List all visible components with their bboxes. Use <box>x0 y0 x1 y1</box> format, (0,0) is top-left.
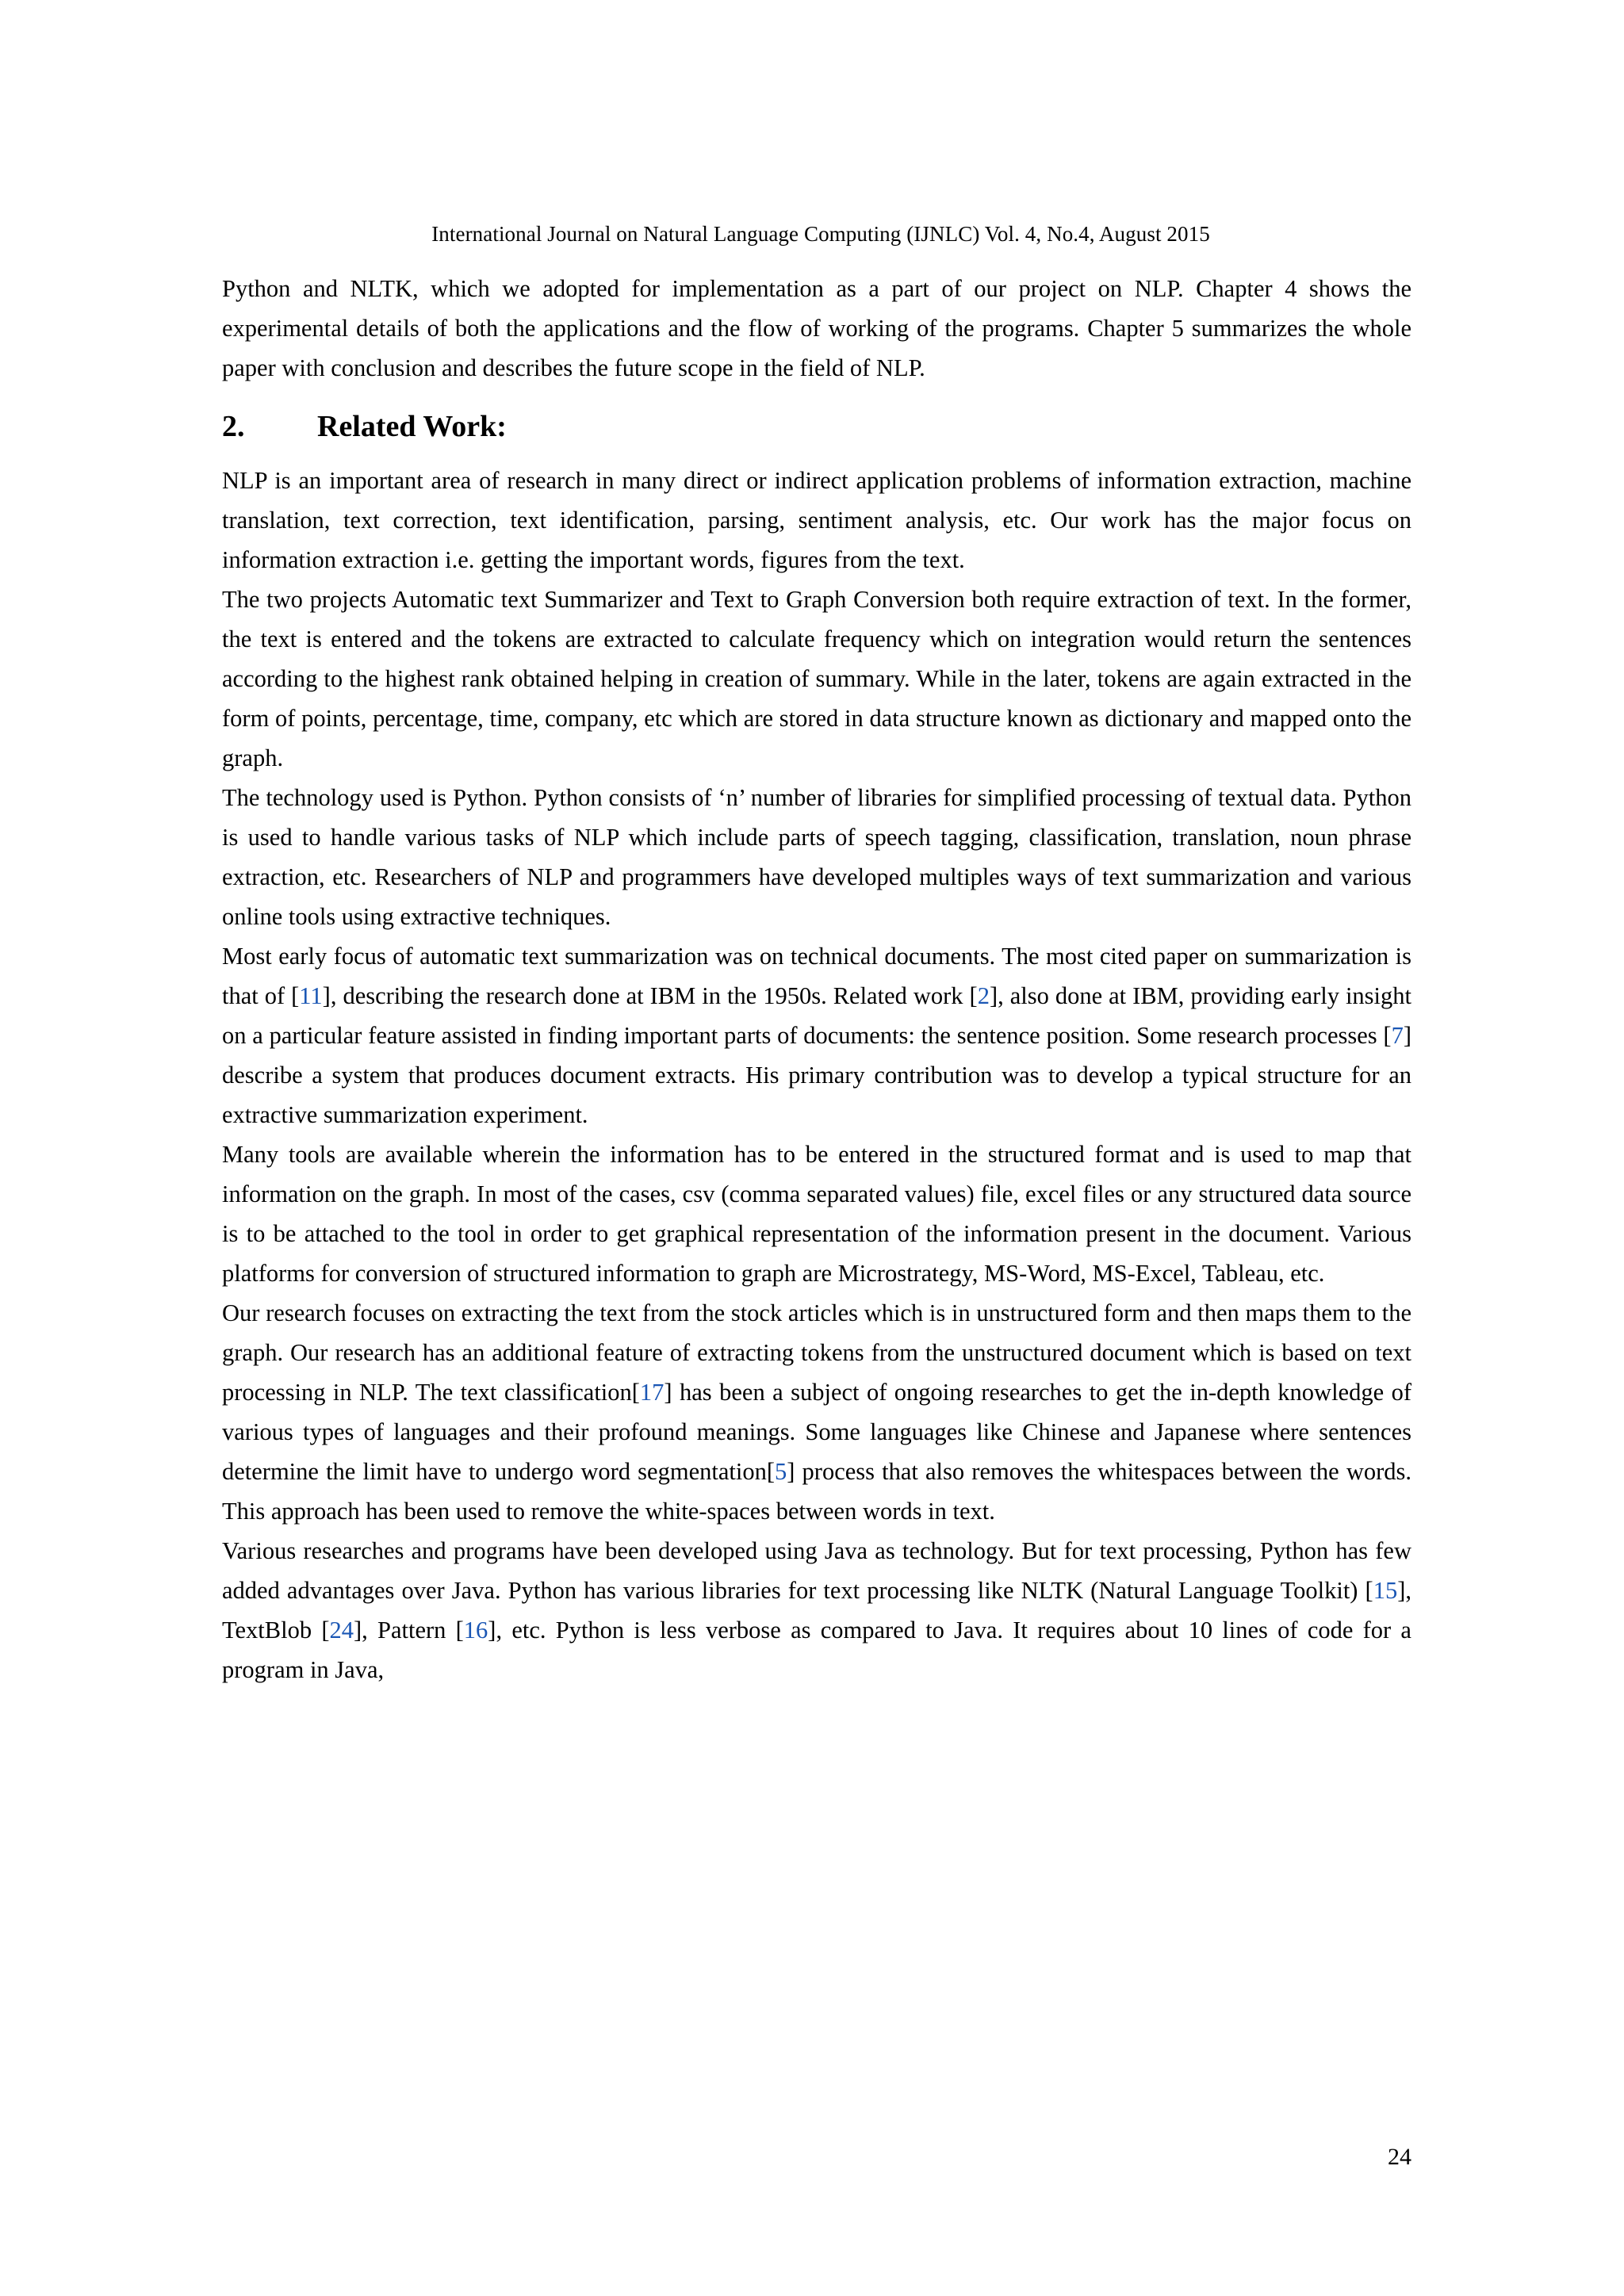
paragraph-6 <box>222 1293 1411 1531</box>
citation-5[interactable]: 5 <box>774 1458 787 1485</box>
paragraph-4-text-c: ], also done at IBM, providing early insight on a particular feature assisted in finding important parts of documents: the sentence position. Some research processes [ <box>222 982 1411 1049</box>
citation-24[interactable]: 24 <box>329 1617 354 1644</box>
paragraph-6-text-b: ] has been a subject of ongoing researches to get the in-depth knowledge of various types of languages and their profound meanings. Some languages like Chinese and Japanese where sentences determine the limit have to undergo word segmentation[ <box>222 1379 1411 1485</box>
paragraph-7-text-a: Various researches and programs have been developed using Java as technology. But for text processing, Python has few added advantages over Java. Python has various libraries for text processing like NLTK (Natural Language Toolkit) [ <box>222 1537 1411 1604</box>
section-colon: : <box>496 410 507 443</box>
paragraph-4-text-a: Most early focus of automatic text summarization was on technical documents. The most cited paper on summarization is that of [ <box>222 943 1411 1009</box>
paragraph-7-text-b: ], TextBlob [ <box>222 1577 1411 1644</box>
citation-17[interactable]: 17 <box>639 1379 665 1406</box>
section-heading-related-work <box>222 405 1411 448</box>
citation-2[interactable]: 2 <box>977 982 990 1009</box>
paragraph-4-text-d: ] describe a system that produces document extracts. His primary contribution was to develop a typical structure for an extractive summarization experiment. <box>222 1022 1411 1128</box>
paragraph-4-text-b: ], describing the research done at IBM in the 1950s. Related work [ <box>322 982 978 1009</box>
page-content <box>222 222 1411 1689</box>
paragraph-intro: Python and NLTK, which we adopted for implementation as a part of our project on NLP. Chapter 4 shows the experimental details of both the applications and the flow of working of the programs. Chapter 5 summarizes the whole paper with conclusion and describes the future scope in the field of NLP. <box>222 275 1411 381</box>
paragraph-7-text-d: ], etc. Python is less verbose as compared to Java. It requires about 10 lines of code for a program in Java, <box>222 1617 1411 1683</box>
paragraph-2: The two projects Automatic text Summarizer and Text to Graph Conversion both require extraction of text. In the former, the text is entered and the tokens are extracted to calculate frequency which on integration would return the sentences according to the highest rank obtained helping in creation of summary. While in the later, tokens are again extracted in the form of points, percentage, time, company, etc which are stored in data structure known as dictionary and mapped onto the graph. <box>222 586 1411 771</box>
paragraph-3: The technology used is Python. Python consists of ‘n’ number of libraries for simplified processing of textual data. Python is used to handle various tasks of NLP which include parts of speech tagging, classification, translation, noun phrase extraction, etc. Researchers of NLP and programmers have developed multiples ways of text summarization and various online tools using extractive techniques. <box>222 784 1411 930</box>
section-number: 2. <box>222 410 245 443</box>
paragraph-7 <box>222 1531 1411 1689</box>
page-number: 24 <box>1388 2144 1411 2170</box>
citation-15[interactable]: 15 <box>1373 1577 1398 1604</box>
paragraph-5: Many tools are available wherein the information has to be entered in the structured format and is used to map that information on the graph. In most of the cases, csv (comma separated values) file, excel files or any structured data source is to be attached to the tool in order to get graphical representation of the information present in the document. Various platforms for conversion of structured information to graph are Microstrategy, MS-Word, MS-Excel, Tableau, etc. <box>222 1141 1411 1287</box>
citation-11[interactable]: 11 <box>299 982 323 1009</box>
paragraph-6-text-a: Our research focuses on extracting the text from the stock articles which is in unstructured form and then maps them to the graph. Our research has an additional feature of extracting tokens from the unstructured document which is based on text processing in NLP. The text classification[ <box>222 1299 1411 1406</box>
paragraph-1: NLP is an important area of research in many direct or indirect application problems of information extraction, machine translation, text correction, text identification, parsing, sentiment analysis, etc. Our work has the major focus on information extraction i.e. getting the important words, figures from the text. <box>222 467 1411 573</box>
paragraph-7-text-c: ], Pattern [ <box>353 1617 464 1644</box>
paragraph-4 <box>222 936 1411 1135</box>
section-title: Related Work <box>317 410 497 443</box>
citation-7[interactable]: 7 <box>1391 1022 1404 1049</box>
running-head: International Journal on Natural Language Computing (IJNLC) Vol. 4, No.4, August 2015 <box>431 222 1210 246</box>
paragraph-6-text-c: ] process that also removes the whitespaces between the words. This approach has been used to remove the white-spaces between words in text. <box>222 1458 1411 1525</box>
citation-16[interactable]: 16 <box>463 1617 488 1644</box>
